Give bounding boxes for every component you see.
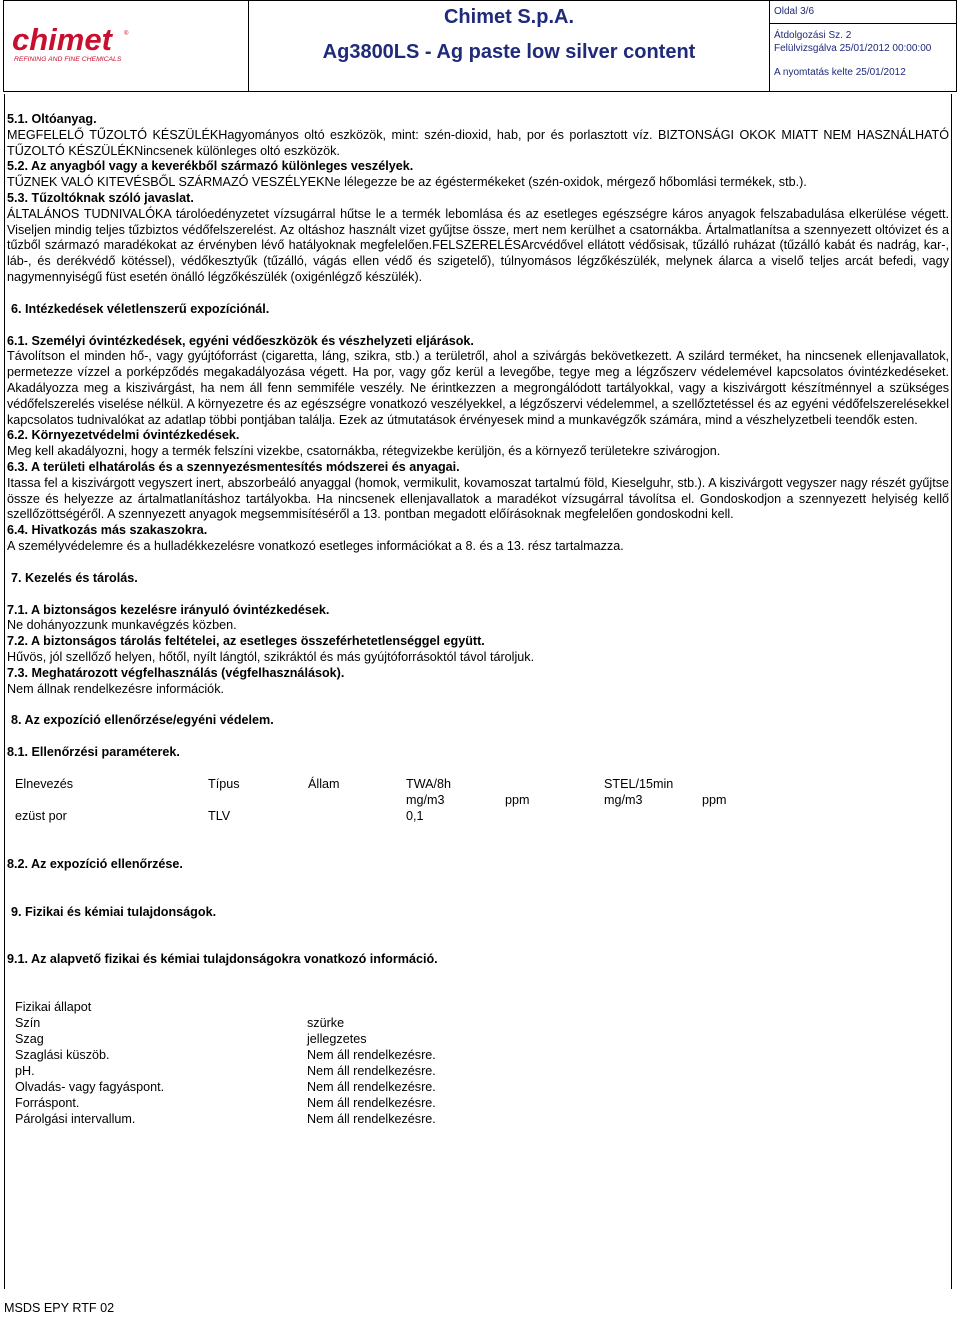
property-value: szürke (307, 1016, 345, 1031)
review-date: Felülvizsgálva 25/01/2012 00:00:00 (774, 43, 932, 54)
chapter-title: 7. Kezelés és tárolás. (11, 570, 138, 585)
logo-registered-mark: ® (124, 31, 129, 37)
section-text: Ne dohányozzunk munkavégzés közben. (7, 618, 237, 633)
table-row (15, 1048, 436, 1064)
chapter-title: 8. Az expozíció ellenőrzése/egyéni védelem. (11, 713, 274, 728)
table-cell: TLV (208, 808, 231, 823)
table-row (15, 1016, 436, 1032)
property-value: Nem áll rendelkezésre. (307, 1048, 436, 1063)
unit-cell: ppm (505, 792, 530, 807)
footer-code: MSDS EPY RTF 02 (4, 1301, 115, 1315)
header-divider (769, 1, 770, 91)
property-value: Nem áll rendelkezésre. (307, 1064, 436, 1079)
table-row (15, 1080, 436, 1096)
column-header: STEL/15min (604, 776, 674, 791)
logo-subtext: REFINING AND FINE CHEMICALS (14, 56, 122, 63)
property-value: Nem áll rendelkezésre. (307, 1096, 436, 1111)
section-title: 8.2. Az expozíció ellenőrzése. (7, 856, 183, 871)
column-header: TWA/8h (406, 776, 452, 791)
product-name: Ag3800LS - Ag paste low silver content (322, 41, 696, 63)
property-label: Párolgási intervallum. (15, 1112, 136, 1127)
section-text: MEGFELELŐ TŰZOLTÓ KÉSZÜLÉKHagyományos oltó eszközök, mint: szén-dioxid, hab, por és porlasztott víz. BIZTONSÁGI OKOK MIATT NEM HASZNÁLHATÓ TŰZOLTÓ KÉSZÜLÉKNincsenek különleges oltó eszközök. (7, 127, 949, 158)
section-text: Itassa fel a kiszivárgott vegyszert inert, abszorbeáló anyaggal (homok, vermikulit, kovamoszat tartalmú föld, Kieselguhr, stb.). A kiszivárgott vegyszer nagy részét gyűjtse össze és helyezze az ártalmatlanításhoz tartályokba. Ha nincsenek ellenjavallatok a maradékot vízsugárral távolítsa el. Gondoskodjon a szennyezett helyiség kellő szellőzöttségéről. A szennyezett anyagok megsemmisítéséről a 13. pontban megadott előírásoknak megfelelően gondoskodni kell. (7, 475, 949, 522)
column-header: Elnevezés (15, 776, 74, 791)
table-header-row (15, 777, 782, 793)
property-label: Szag (15, 1032, 44, 1047)
section-title: 6.2. Környezetvédelmi óvintézkedések. (7, 428, 240, 443)
section-text: A személyvédelemre és a hulladékkezelésre vonatkozó esetleges információkat a 8. és a 13. rész tartalmazza. (7, 538, 624, 553)
section-title: 7.3. Meghatározott végfelhasználás (végfelhasználások). (7, 665, 345, 680)
section-title: 5.3. Tűzoltóknak szóló javaslat. (7, 190, 194, 205)
property-label: Szín (15, 1016, 41, 1031)
page-number: Oldal 3/6 (774, 6, 815, 17)
property-label: Forráspont. (15, 1096, 80, 1111)
table-row (15, 1112, 436, 1128)
section-title: 5.2. Az anyagból vagy a keverékből származó különleges veszélyek. (7, 159, 414, 174)
section-text: Nem állnak rendelkezésre információk. (7, 681, 224, 696)
property-value: Nem áll rendelkezésre. (307, 1112, 436, 1127)
unit-cell: mg/m3 (406, 792, 445, 807)
table-cell: ezüst por (15, 808, 67, 823)
section-title: 7.1. A biztonságos kezelésre irányuló óvintézkedések. (7, 602, 330, 617)
section-title: 5.1. Oltóanyag. (7, 112, 97, 126)
physical-properties-table (15, 1000, 436, 1128)
section-text: Hűvös, jól szellőző helyen, hőtől, nyílt lángtól, szikráktól és más gyújtóforrásoktól távol tároljuk. (7, 649, 535, 664)
exposure-limits-table (15, 777, 782, 825)
revision-number: Átdolgozási Sz. 2 (774, 30, 852, 41)
table-header-row (15, 1000, 436, 1016)
company-name: Chimet S.p.A. (443, 6, 574, 28)
property-label: Olvadás- vagy fagyáspont. (15, 1080, 165, 1095)
header-divider (248, 1, 249, 91)
section-title: 6.4. Hivatkozás más szakaszokra. (7, 523, 208, 538)
table-units-row (15, 793, 782, 809)
table-row (15, 1064, 436, 1080)
logo-wordmark: chimet (12, 23, 112, 57)
chimet-logo (10, 23, 140, 71)
properties-header: Fizikai állapot (15, 1000, 92, 1015)
print-date: A nyomtatás kelte 25/01/2012 (774, 67, 906, 78)
table-row (15, 809, 782, 825)
chapter-title: 9. Fizikai és kémiai tulajdonságok. (11, 904, 217, 919)
property-value: jellegzetes (307, 1032, 367, 1047)
section-text: TŰZNEK VALÓ KITEVÉSBŐL SZÁRMAZÓ VESZÉLYEKNe lélegezze be az égéstermékeket (szén-oxidok, mérgező hőbomlási termékek, stb.). (7, 175, 807, 190)
document-header (3, 0, 957, 92)
section-title: 6.3. A területi elhatárolás és a szennyezésmentesítés módszerei és anyagai. (7, 459, 460, 474)
document-body (4, 94, 952, 1289)
section-title: 7.2. A biztonságos tárolás feltételei, az esetleges összeférhetetlenséggel együtt. (7, 634, 485, 649)
unit-cell: mg/m3 (604, 792, 643, 807)
section-text: Meg kell akadályozni, hogy a termék felszíni vizekbe, csatornákba, rétegvizekbe kerüljön, és a környező területekre szivárogjon. (7, 444, 721, 459)
section-title: 9.1. Az alapvető fizikai és kémiai tulajdonságokra vonatkozó információ. (7, 952, 438, 967)
chapter-title: 6. Intézkedések véletlenszerű expozíciónál. (11, 301, 270, 316)
section-title: 8.1. Ellenőrzési paraméterek. (7, 745, 180, 760)
table-row (15, 1096, 436, 1112)
unit-cell: ppm (702, 792, 727, 807)
property-value: Nem áll rendelkezésre. (307, 1080, 436, 1095)
column-header: Állam (308, 776, 340, 791)
section-text: Távolítson el minden hő-, vagy gyújtóforrást (cigaretta, láng, szikra, stb.) a területről, ahol a szivárgás bekövetkezett. A szilárd terméket, ha nincsenek ellenjavallatok, permetezze vízzel a porképződés megakadályozása végett. Ha por, vagy gőz kerül a levegőbe, tegye meg a légzőszerv védelemével kapcsolatos óvintézkedéseket. Akadályozza meg a kiszivárgást, ha nem áll fenn semmiféle veszély. Ne érintkezzen a megrongálódott tartályokkal, vagy a kiszivárgott készítménnyel a szükséges védőfelszerelés viselése nélkül. A környezetre és az egészségre vonatkozó veszélyekkel, a légzőszervi védelemmel, a szellőztetéssel és az egyéni védőfelszerelésekkel kapcsolatos tudnivalókat az adatlap többi pontjában találja. Ezek az útmutatások érvényesek mind a munkavégzők számára, mind a vészhelyzetbeli teendők esten. (7, 349, 949, 427)
property-label: Szaglási küszöb. (15, 1048, 110, 1063)
property-label: pH. (15, 1064, 35, 1079)
table-row (15, 1032, 436, 1048)
table-cell: 0,1 (406, 808, 424, 823)
header-divider (769, 23, 957, 24)
column-header: Típus (208, 776, 240, 791)
section-title: 6.1. Személyi óvintézkedések, egyéni védőeszközök és vészhelyzeti eljárások. (7, 333, 474, 348)
section-text: ÁLTALÁNOS TUDNIVALÓKA tárolóedényzetet vízsugárral hűtse le a termék lebomlása és az esetleges egészségre káros anyagok felszabadulása elkerülése végett. Viseljen mindig teljes tűzbiztos védőfelszerelést. Az oltáshoz használt vizet gyűjtse össze, mert nem kerülhet a csatornákba. Ártalmatlanítsa a szennyezett oltóvizet és a tűzből származó maradékokat az érvényben lévő hatályoknak megfelelően.FELSZERELÉSArcvédővel ellátott védősisak, tűzálló ruházat (tűzálló kabát és nadrág, kar-, láb-, és derékvédő kötéssel), védőkesztyűk (tűzálló, vágás ellen védő és szigetelő), túlnyomásos légzőkészülék, melynek álarca a viselő teljes arcát befedi, vagy nagymennyiségű füst esetén önálló légzőkészülék (oxigénlégző készülék). (7, 206, 949, 284)
